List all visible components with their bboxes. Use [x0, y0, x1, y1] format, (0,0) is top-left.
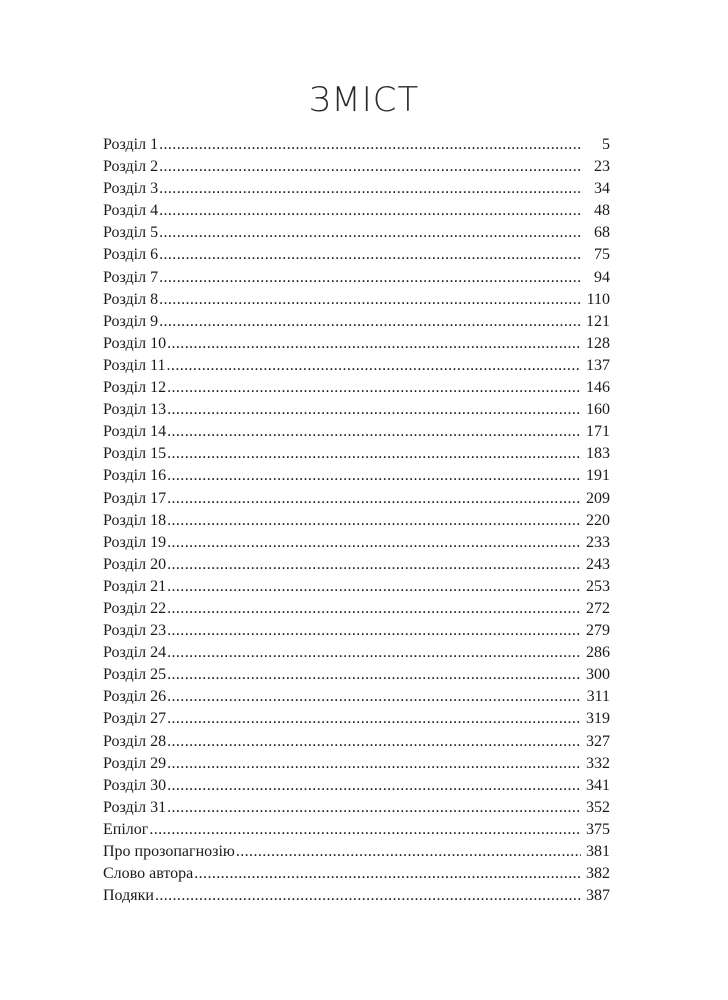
toc-entry-label: Розділ 13 [103, 401, 167, 419]
toc-entry-page-number: 233 [586, 533, 610, 551]
toc-entry [103, 399, 610, 421]
toc-entry-label: Розділ 19 [103, 533, 167, 551]
toc-entry-page-number: 300 [586, 666, 610, 684]
toc-entry [103, 355, 610, 377]
toc-entry-label: Розділ 3 [103, 180, 159, 198]
toc-entry-page-number: 23 [594, 158, 610, 176]
toc-entry-label: Розділ 4 [103, 202, 159, 220]
toc-entry-label: Розділ 15 [103, 445, 167, 463]
toc-entry-page-number: 243 [586, 555, 610, 573]
toc-entry-label: Розділ 31 [103, 798, 167, 816]
dot-leader [167, 377, 581, 399]
dot-leader [167, 554, 581, 576]
dot-leader [167, 399, 581, 421]
dot-leader [159, 134, 581, 156]
toc-entry [103, 465, 610, 487]
dot-leader [155, 885, 581, 907]
dot-leader [159, 178, 581, 200]
dot-leader [167, 708, 581, 730]
toc-entry-label: Розділ 16 [103, 467, 167, 485]
toc-entry [103, 532, 610, 554]
toc-entry-label: Розділ 23 [103, 622, 167, 640]
dot-leader [159, 267, 581, 289]
toc-entry-page-number: 341 [586, 776, 610, 794]
toc-entry-page-number: 382 [586, 865, 610, 883]
toc-entry [103, 200, 610, 222]
toc-entry-page-number: 286 [586, 644, 610, 662]
dot-leader [194, 863, 581, 885]
toc-entry-page-number: 121 [586, 312, 610, 330]
dot-leader [159, 244, 581, 266]
toc-entry-label: Розділ 21 [103, 577, 167, 595]
toc-entry-label: Розділ 17 [103, 489, 167, 507]
toc-entry-label: Розділ 29 [103, 754, 167, 772]
dot-leader [167, 443, 581, 465]
toc-entry [103, 731, 610, 753]
dot-leader [167, 775, 581, 797]
toc-entry [103, 797, 610, 819]
toc-entry [103, 576, 610, 598]
dot-leader [236, 841, 581, 863]
toc-entry-page-number: 75 [594, 246, 610, 264]
toc-entry [103, 620, 610, 642]
toc-entry [103, 686, 610, 708]
toc-entry [103, 156, 610, 178]
dot-leader [149, 819, 581, 841]
toc-entry-page-number: 34 [594, 180, 610, 198]
toc-entry-page-number: 48 [594, 202, 610, 220]
dot-leader [167, 421, 581, 443]
toc-entry [103, 421, 610, 443]
toc-entry-label: Розділ 20 [103, 555, 167, 573]
toc-entry-label: Розділ 25 [103, 666, 167, 684]
toc-entry [103, 598, 610, 620]
dot-leader [167, 620, 581, 642]
toc-entry [103, 642, 610, 664]
toc-entry-page-number: 171 [586, 423, 610, 441]
toc-entry-label: Розділ 8 [103, 290, 159, 308]
toc-entry [103, 664, 610, 686]
toc-entry-page-number: 5 [602, 136, 610, 153]
dot-leader [159, 289, 581, 311]
toc-entry [103, 863, 610, 885]
dot-leader [167, 731, 581, 753]
toc-entry-page-number: 183 [586, 445, 610, 463]
dot-leader [167, 488, 581, 510]
toc-entry [103, 443, 610, 465]
toc-entry [103, 311, 610, 333]
toc-entry-label: Розділ 5 [103, 224, 159, 242]
toc-entry [103, 244, 610, 266]
toc-entry-label: Розділ 1 [103, 136, 159, 153]
toc-entry [103, 554, 610, 576]
toc-entry-page-number: 68 [594, 224, 610, 242]
toc-entry-page-number: 332 [586, 754, 610, 772]
toc-entry-label: Слово автора [103, 865, 194, 883]
toc-entry-page-number: 253 [586, 577, 610, 595]
toc-entry-page-number: 352 [586, 798, 610, 816]
toc-entry [103, 775, 610, 797]
toc-entry [103, 333, 610, 355]
dot-leader [167, 532, 581, 554]
dot-leader [167, 664, 581, 686]
dot-leader [167, 355, 581, 377]
toc-entry [103, 267, 610, 289]
toc-entry [103, 134, 610, 156]
toc-entry-page-number: 128 [586, 334, 610, 352]
toc-entry-page-number: 327 [586, 732, 610, 750]
toc-entry [103, 289, 610, 311]
toc-entry-label: Розділ 12 [103, 379, 167, 397]
toc-entry-page-number: 146 [586, 379, 610, 397]
dot-leader [167, 797, 581, 819]
toc-entry-page-number: 375 [586, 820, 610, 838]
toc-entry-page-number: 311 [586, 688, 610, 706]
toc-entry [103, 885, 610, 907]
toc-entry-page-number: 220 [586, 511, 610, 529]
toc-entry-label: Розділ 27 [103, 710, 167, 728]
toc-entry-page-number: 381 [586, 843, 610, 860]
toc-entry-page-number: 319 [586, 710, 610, 728]
toc-entry-label: Розділ 10 [103, 334, 167, 352]
toc-entry-label: Епілог [103, 820, 149, 838]
dot-leader [167, 686, 581, 708]
toc-entry-page-number: 279 [586, 622, 610, 640]
toc-entry [103, 510, 610, 532]
dot-leader [167, 465, 581, 487]
page-title: ЗМІСТ [308, 80, 420, 120]
toc-entry-page-number: 191 [586, 467, 610, 485]
toc-entry-label: Розділ 6 [103, 246, 159, 264]
dot-leader [167, 598, 581, 620]
toc-entry-label: Про прозопагнозію [103, 843, 235, 860]
toc-entry-label: Розділ 18 [103, 511, 167, 529]
toc-entry-label: Розділ 26 [103, 688, 167, 706]
dot-leader [167, 576, 581, 598]
toc-entry [103, 841, 610, 863]
table-of-contents [103, 134, 610, 907]
dot-leader [167, 642, 581, 664]
dot-leader [159, 200, 581, 222]
toc-entry [103, 222, 610, 244]
toc-entry-label: Розділ 7 [103, 268, 159, 286]
toc-entry-page-number: 94 [594, 268, 610, 286]
toc-entry [103, 753, 610, 775]
toc-entry-page-number: 160 [586, 401, 610, 419]
toc-entry [103, 488, 610, 510]
toc-entry-label: Розділ 9 [103, 312, 159, 330]
toc-entry-page-number: 137 [586, 356, 610, 374]
dot-leader [167, 753, 581, 775]
toc-entry-label: Розділ 28 [103, 732, 167, 750]
toc-entry [103, 819, 610, 841]
toc-entry [103, 178, 610, 200]
dot-leader [167, 510, 581, 532]
toc-entry [103, 708, 610, 730]
dot-leader [159, 311, 581, 333]
toc-entry-page-number: 387 [586, 887, 610, 905]
toc-entry-label: Розділ 14 [103, 423, 167, 441]
toc-entry-label: Розділ 22 [103, 599, 167, 617]
dot-leader [159, 156, 581, 178]
dot-leader [167, 333, 581, 355]
toc-entry-label: Подяки [103, 887, 154, 905]
toc-entry-label: Розділ 11 [103, 356, 166, 374]
toc-entry-page-number: 272 [586, 599, 610, 617]
toc-entry-label: Розділ 24 [103, 644, 167, 662]
toc-entry-label: Розділ 2 [103, 158, 159, 176]
toc-entry-label: Розділ 30 [103, 776, 167, 794]
toc-entry [103, 377, 610, 399]
toc-entry-page-number: 110 [586, 290, 610, 308]
toc-entry-page-number: 209 [586, 489, 610, 507]
dot-leader [159, 222, 581, 244]
